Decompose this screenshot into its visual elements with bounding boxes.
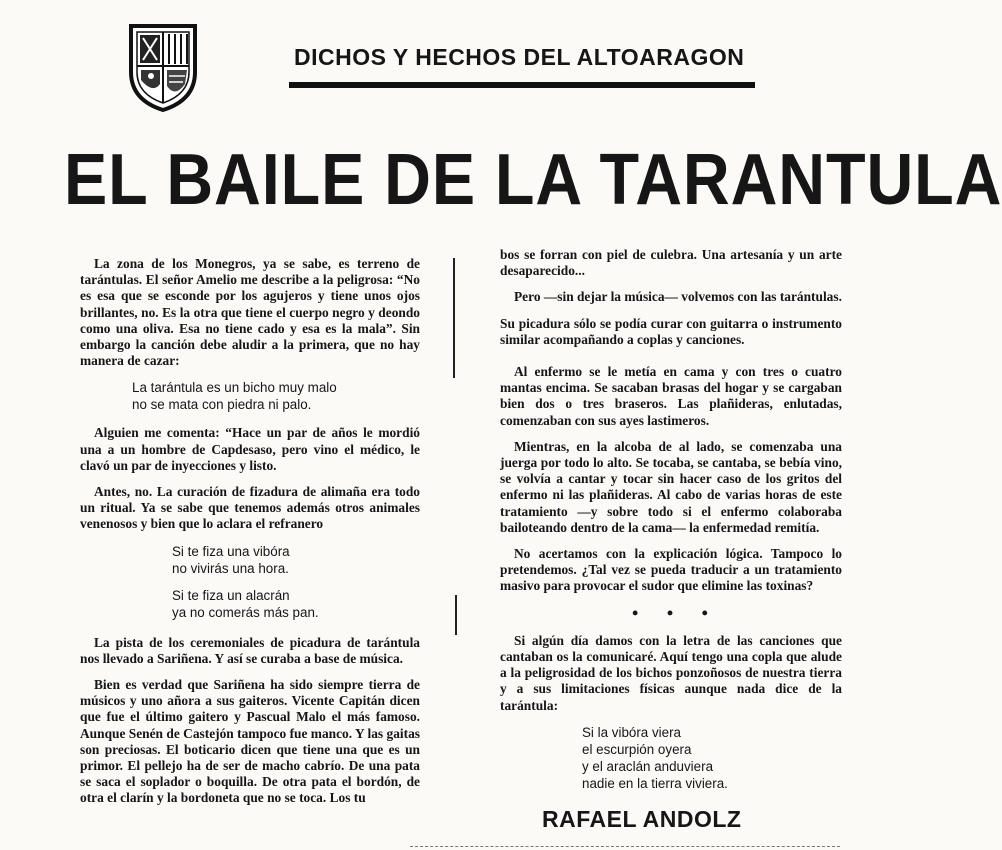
section-title: DICHOS Y HECHOS DEL ALTOARAGON xyxy=(294,44,745,70)
paragraph: Antes, no. La curación de fizadura de alimaña era todo un ritual. Ya se sabe que tenemos además otros animales venenosos y bien que lo aclara el refranero xyxy=(80,484,420,532)
paragraph: Mientras, en la alcoba de al lado, se comenzaba una juerga por todo lo alto. Se tocaba, se cantaba, se bebía vino, se volvía a cantar y tocar sin hacer caso de los gritos del enfermo ni las plañideras. Al cabo de varias horas de este tratamiento —y sobre todo si el enfermo colaboraba bailoteando dentro de la cama— la enfermedad remitía. xyxy=(500,438,842,535)
paragraph: Su picadura sólo se podía curar con guitarra o instrumento similar acompañando a coplas y canciones. xyxy=(500,315,842,347)
verse-line: Si te fiza una vibóra xyxy=(172,543,290,559)
paragraph: Alguien me comenta: “Hace un par de años le mordió una a un hombre de Capdesaso, pero vino el médico, le clavó un par de inyecciones y listo. xyxy=(80,425,420,473)
verse-line: ya no comerás más pan. xyxy=(172,604,319,620)
verse-alacran xyxy=(80,587,420,621)
verse-line: y el araclán anduviera xyxy=(582,758,714,774)
paragraph: La zona de los Monegros, ya se sabe, es terreno de tarántulas. El señor Amelio me describe a la peligrosa: “No es esa que se esconde por los agujeros y tiene unos ojos brillantes, no. Es la otra que tiene el cuerpo negro y deondo como una oliva. Esa no tiene cado y esa es la mala”. Sin embargo la canción debe aludir a la primera, que no hay manera de cazar: xyxy=(80,256,420,369)
verse-line: nadie en la tierra viviera. xyxy=(582,775,728,791)
verse-copla xyxy=(500,724,842,792)
verse-tarantula xyxy=(80,379,420,413)
paragraph: No acertamos con la explicación lógica. Tampoco lo pretendemos. ¿Tal vez se pueda traducir a un tratamiento masivo para provocar el sudor que elimine las toxinas? xyxy=(500,546,842,594)
verse-line: el escurpión oyera xyxy=(582,741,692,757)
section-separator-dots: • • • xyxy=(632,602,720,623)
verse-line: no vivirás una hora. xyxy=(172,560,289,576)
article-headline: EL BAILE DE LA TARANTULA xyxy=(64,140,1002,220)
verse-line: La tarántula es un bicho muy malo xyxy=(132,380,337,396)
paragraph: La pista de los ceremoniales de picadura de tarántula nos llevado a Sariñena. Y así se curaba a base de música. xyxy=(80,634,420,666)
paragraph: Pero —sin dejar la música— volvemos con las tarántulas. xyxy=(514,289,842,305)
bottom-rule xyxy=(410,846,840,847)
verse-line: Si te fiza un alacrán xyxy=(172,587,290,603)
section-title-underline xyxy=(289,82,755,88)
paragraph: Si algún día damos con la letra de las canciones que cantaban os la comunicaré. Aquí tengo una copla que alude a la peligrosidad de los bichos ponzoñosos de nuestra tierra y a sus limitaciones físicas aunque nada dice de la tarántula: xyxy=(500,632,842,713)
column-divider-lower xyxy=(455,595,457,635)
verse-line: Si la vibóra viera xyxy=(582,724,681,740)
right-column xyxy=(500,247,842,802)
left-column xyxy=(80,256,420,817)
coat-of-arms-crest xyxy=(125,20,201,114)
author-byline: RAFAEL ANDOLZ xyxy=(542,806,742,832)
paragraph: bos se forran con piel de culebra. Una artesanía y un arte desaparecido... xyxy=(500,247,842,279)
column-divider xyxy=(453,258,455,378)
verse-line: no se mata con piedra ni palo. xyxy=(132,397,312,413)
paragraph: Bien es verdad que Sariñena ha sido siempre tierra de músicos y uno añora a sus gaiteros. Vicente Capitán dicen que fue el último gaitero y Pascual Malo el más famoso. Aunque Senén de Castejón tampoco fue manco. Y las gaitas son preciosas. El boticario dicen que tiene una que es un primor. El pellejo ha de ser de macho cabrío. De una pata se saca el soplador o boquilla. De otra pata el bordón, de otra el clarín y la bordoneta que no se toca. Los tu xyxy=(80,677,420,806)
paragraph: Al enfermo se le metía en cama y con tres o cuatro mantas encima. Se sacaban brasas del hogar y se cargaban bien dos o tres braseros. Las plañideras, enlutadas, comenzaban con sus ayes lastimeros. xyxy=(500,364,842,428)
verse-vibora xyxy=(80,543,420,577)
